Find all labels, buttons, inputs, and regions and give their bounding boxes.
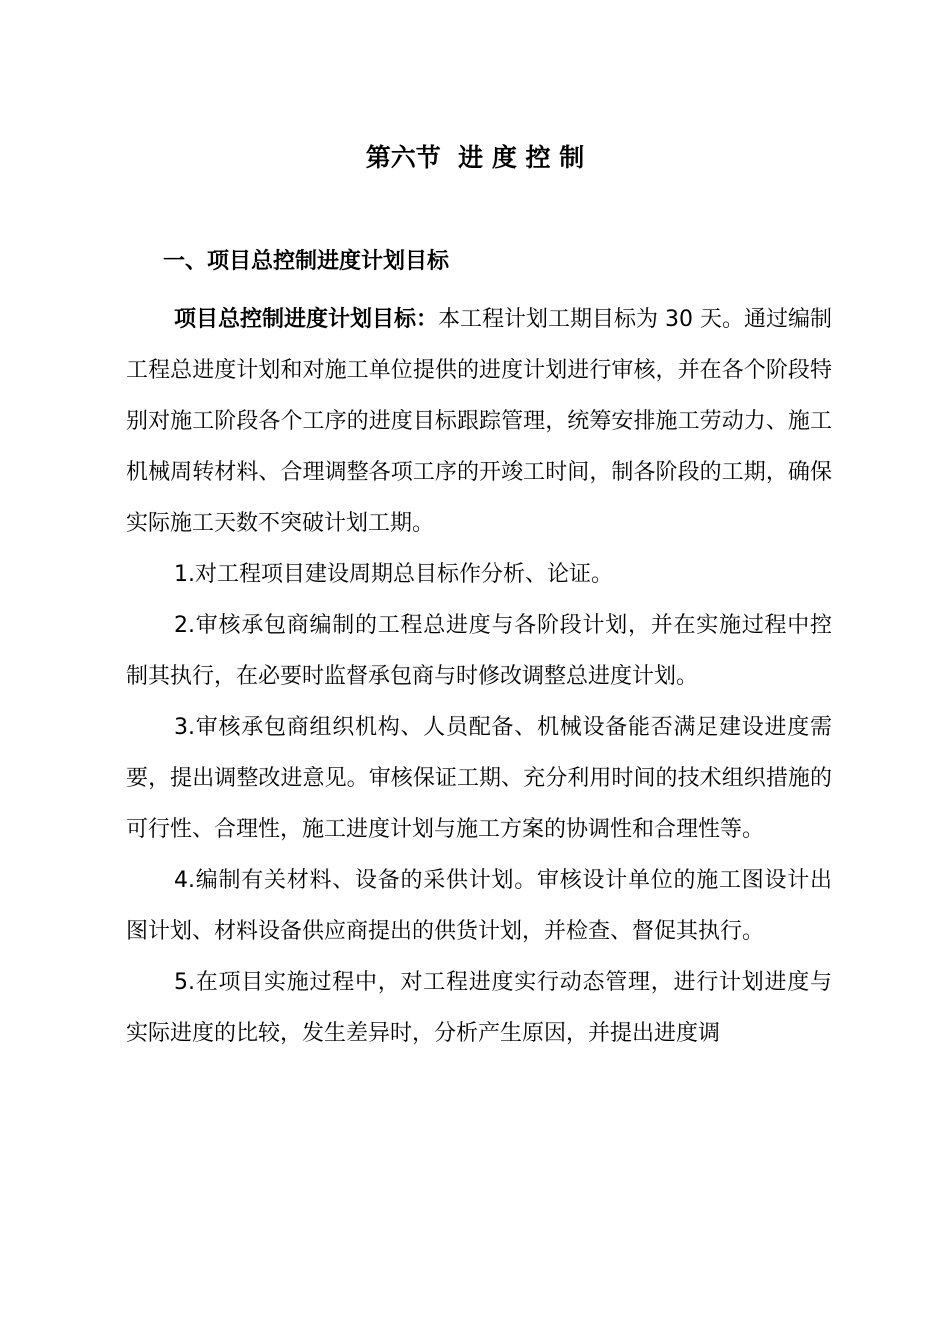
intro-lead: 项目总控制进度计划目标： (174, 307, 439, 332)
subsection-heading: 一、项目总控制进度计划目标 (163, 249, 450, 274)
intro-paragraph (126, 294, 832, 549)
list-item: 5.在项目实施过程中，对工程进度实行动态管理，进行计划进度与实际进度的比较，发生差异时，分析产生原因，并提出进度调 (126, 970, 832, 1046)
body-text (126, 294, 832, 1059)
list-item: 4.编制有关材料、设备的采供计划。审核设计单位的施工图设计出图计划、材料设备供应商提出的供货计划，并检查、督促其执行。 (126, 868, 832, 944)
list-item: 1.对工程项目建设周期总目标作分析、论证。 (174, 562, 613, 587)
section-title: 第六节 进 度 控 制 (365, 143, 585, 172)
list-item: 2.审核承包商编制的工程总进度与各阶段计划，并在实施过程中控制其执行，在必要时监督承包商与时修改调整总进度计划。 (126, 613, 832, 689)
list-item: 3.审核承包商组织机构、人员配备、机械设备能否满足建设进度需要，提出调整改进意见。审核保证工期、充分利用时间的技术组织措施的可行性、合理性，施工进度计划与施工方案的协调性和合理性等。 (126, 715, 832, 842)
intro-text: 本工程计划工期目标为 30 天。通过编制工程总进度计划和对施工单位提供的进度计划进行审核，并在各个阶段特别对施工阶段各个工序的进度目标跟踪管理，统筹安排施工劳动力、施工机械周转材料、合理调整各项工序的开竣工时间，制各阶段的工期，确保实际施工天数不突破计划工期。 (126, 307, 832, 536)
